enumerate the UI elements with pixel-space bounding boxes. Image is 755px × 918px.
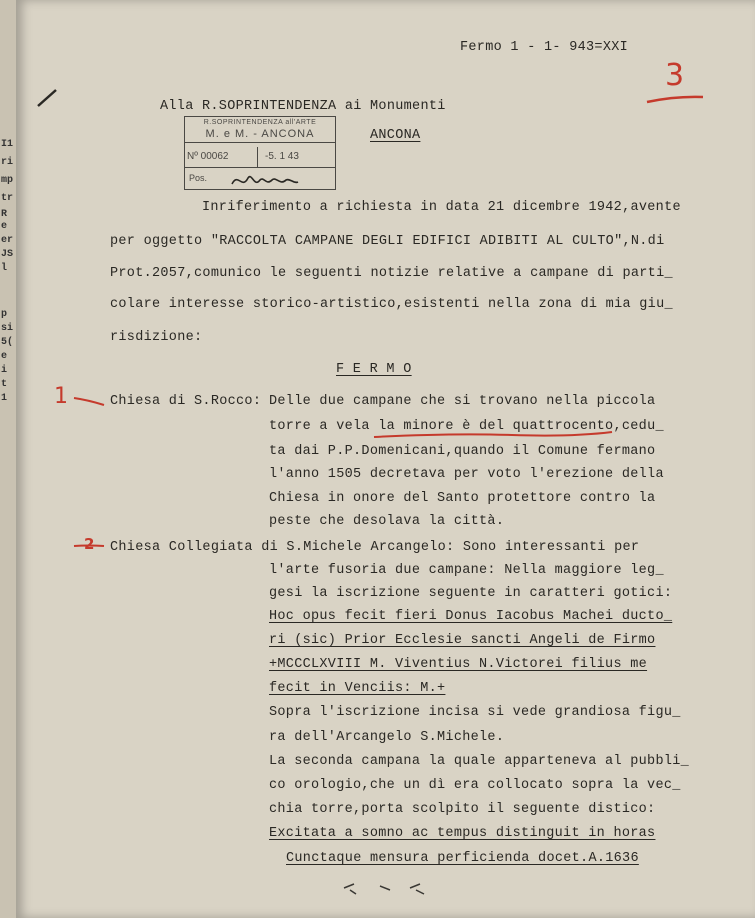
- margin-number-2: 2: [84, 535, 95, 553]
- addressee-city: ANCONA: [370, 128, 421, 143]
- page-number-mark: 3: [665, 58, 685, 93]
- michele-after-1: Sopra l'iscrizione incisa si vede grandiosa figu_: [269, 705, 681, 720]
- inscription-line-3: +MCCCLXVIII M. Viventius N.Victorei filius me: [269, 657, 648, 672]
- intro-line-3: Prot.2057,comunico le seguenti notizie relative a campane di parti_: [110, 266, 673, 281]
- michele-after-5: chia torre,porta scolpito il seguente distico:: [269, 802, 656, 817]
- intro-line-5: risdizione:: [110, 330, 203, 345]
- michele-after-2: ra dell'Arcangelo S.Michele.: [269, 730, 505, 745]
- margin-fragment: 1: [1, 393, 8, 404]
- margin-fragment: mp: [1, 175, 14, 186]
- michele-line-1: Chiesa Collegiata di S.Michele Arcangelo: Sono interessanti per: [110, 540, 640, 555]
- michele-after-4: co orologio,che un dì era collocato sopra la vec_: [269, 778, 681, 793]
- stamp-line-2: M. e M. - ANCONA: [185, 128, 335, 143]
- rocco-line-3: ta dai P.P.Domenicani,quando il Comune fermano: [269, 444, 656, 459]
- distich-line-1: Excitata a somno ac tempus distinguit in horas: [269, 826, 656, 841]
- margin-fragment: i: [1, 365, 8, 376]
- margin-fragment: e: [1, 351, 8, 362]
- margin-fragment: p: [1, 309, 8, 320]
- stamp-separator: [257, 147, 258, 167]
- stamp-line-1: R.SOPRINTENDENZA all'ARTE: [203, 119, 317, 126]
- margin-fragment: ri: [1, 157, 14, 168]
- margin-fragment: er: [1, 235, 14, 246]
- rocco-line-5: Chiesa in onore del Santo protettore contro la: [269, 491, 656, 506]
- pencil-tick-icon: [36, 86, 60, 108]
- stamp-date: -5. 1 43: [265, 151, 299, 162]
- margin-fragment: tr: [1, 193, 14, 204]
- highlighted-phrase: la minore è del quattrocento: [378, 419, 614, 434]
- addressee: Alla R.SOPRINTENDENZA ai Monumenti: [160, 99, 446, 114]
- margin-fragment: l: [1, 263, 8, 274]
- margin-fragment: 5(: [1, 337, 14, 348]
- margin-fragment: I1: [1, 139, 14, 150]
- pencil-marks: [340, 880, 440, 896]
- distich-line-2: Cunctaque mensura perficienda docet.A.1636: [286, 851, 639, 866]
- letter-date: Fermo 1 - 1- 943=XXI: [460, 40, 629, 55]
- red-underline: [372, 429, 614, 443]
- margin-fragment: JS: [1, 249, 14, 260]
- intro-line-4: colare interesse storico-artistico,esistenti nella zona di mia giu_: [110, 297, 673, 312]
- stamp-number: Nº 00062: [187, 151, 229, 162]
- rocco-label: Chiesa di S.Rocco:: [110, 394, 262, 409]
- rocco-line-1: Delle due campane che si trovano nella piccola: [269, 394, 656, 409]
- handwritten-initials-signature: [230, 170, 300, 192]
- margin-fragment: t: [1, 379, 8, 390]
- stamp-divider: [185, 167, 335, 168]
- section-title: F E R M O: [336, 362, 412, 377]
- margin-number-1: 1: [54, 384, 69, 409]
- margin-dash-1: [72, 394, 106, 408]
- rocco-line-4: l'anno 1505 decretava per voto l'erezione della: [269, 467, 664, 482]
- inscription-line-2: ri (sic) Prior Ecclesie sancti Angeli de Firmo: [269, 633, 656, 648]
- inscription-line-4: fecit in Venciis: M.+: [269, 681, 446, 696]
- intro-line-2: per oggetto "RACCOLTA CAMPANE DEGLI EDIFICI ADIBITI AL CULTO",N.di: [110, 234, 665, 249]
- inscription-line-1: Hoc opus fecit fieri Donus Iacobus Machei ducto_: [269, 609, 673, 624]
- intro-line-1: Inriferimento a richiesta in data 21 dicembre 1942,avente: [202, 200, 681, 215]
- left-margin-strip: [0, 0, 17, 918]
- margin-fragment: e: [1, 221, 8, 232]
- page-mark-underline: [645, 92, 705, 106]
- margin-fragment: si: [1, 323, 14, 334]
- margin-dash-2: [72, 535, 106, 554]
- michele-line-3: gesi la iscrizione seguente in caratteri gotici:: [269, 586, 673, 601]
- michele-line-2: l'arte fusoria due campane: Nella maggiore leg_: [269, 563, 664, 578]
- michele-after-3: La seconda campana la quale apparteneva al pubbli_: [269, 754, 690, 769]
- rocco-line-6: peste che desolava la città.: [269, 514, 505, 529]
- rocco-line-2: torre a vela la minore è del quattrocento,cedu_: [269, 419, 664, 434]
- margin-fragment: R: [1, 209, 8, 220]
- stamp-position: Pos.: [189, 173, 208, 183]
